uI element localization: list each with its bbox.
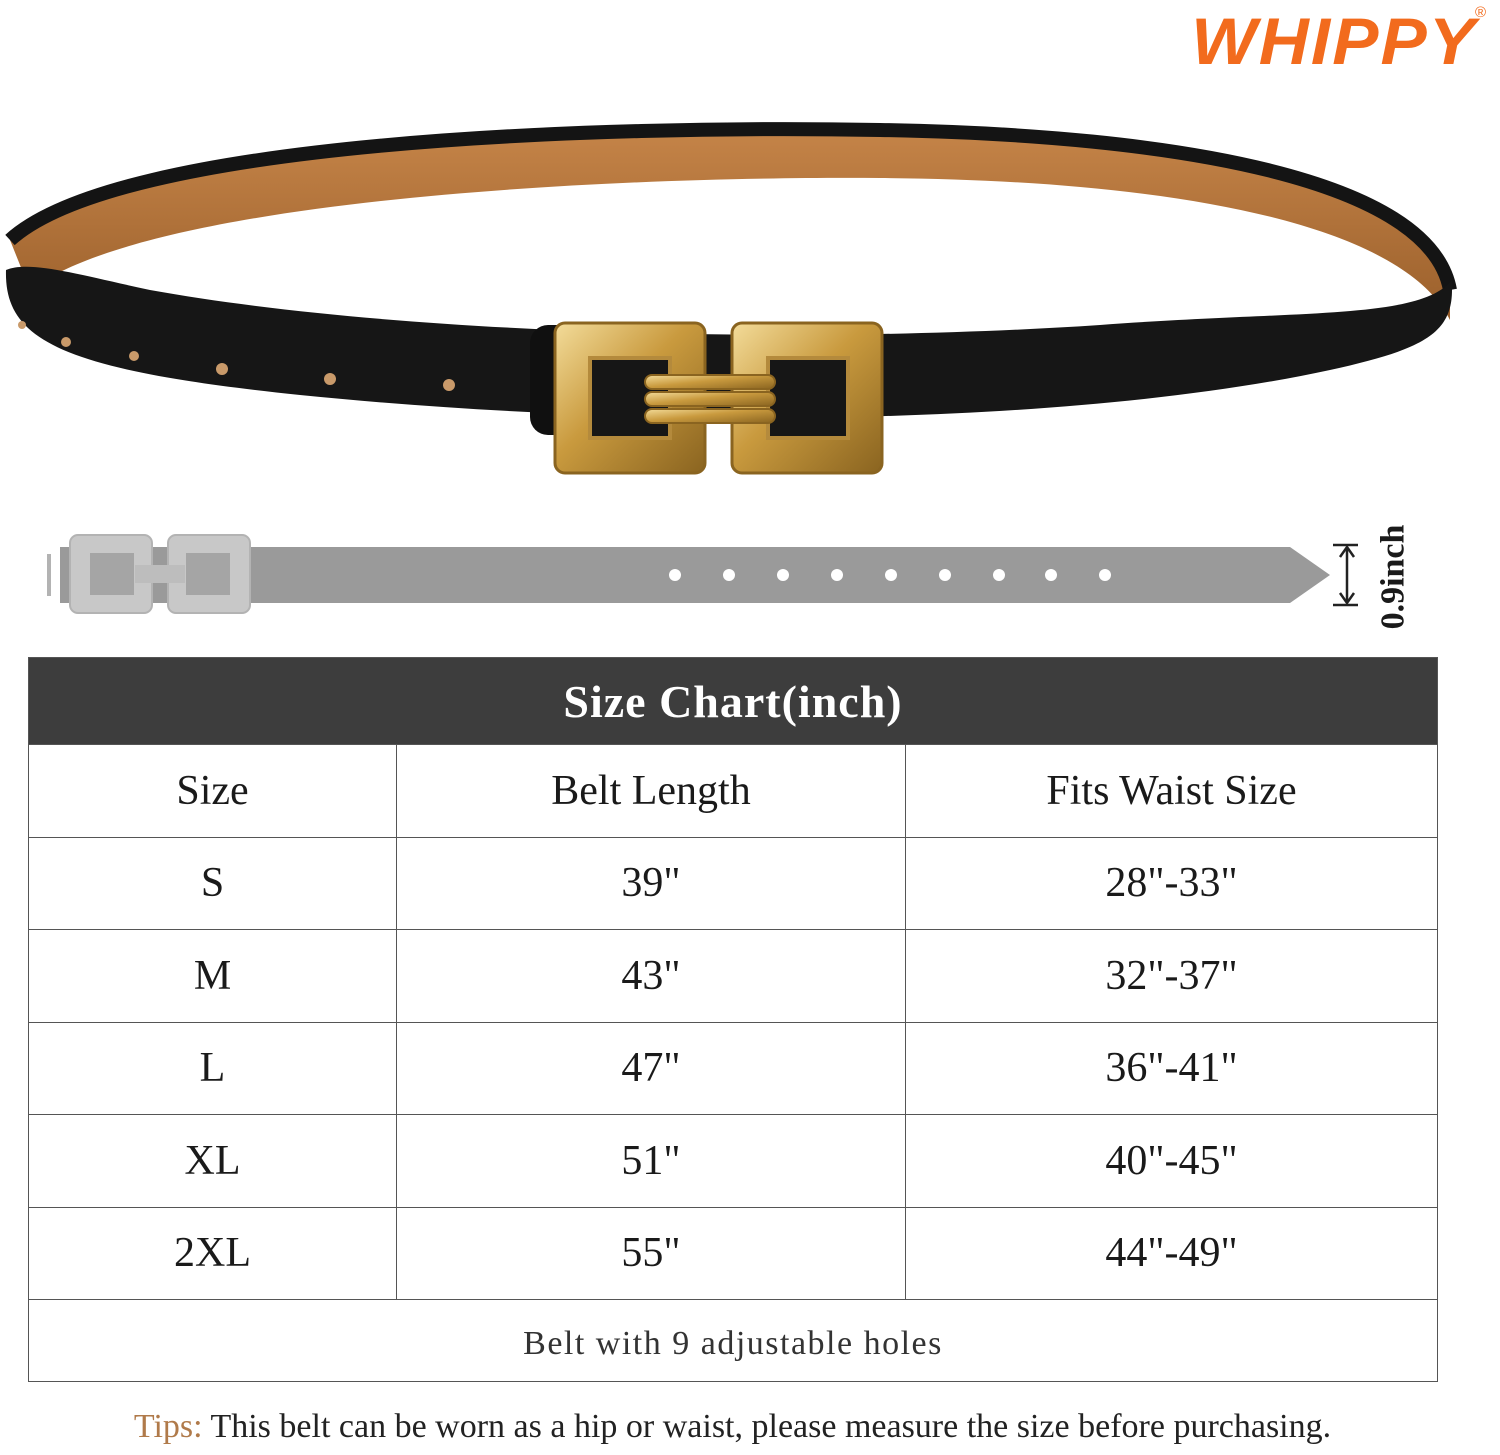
size-cell: M bbox=[29, 930, 397, 1022]
size-cell: L bbox=[29, 1023, 397, 1115]
tips-note bbox=[0, 1408, 1465, 1446]
registered-mark: ® bbox=[1474, 4, 1486, 21]
belt-width-label: 0.9inch bbox=[1374, 524, 1412, 630]
width-arrow-icon bbox=[1333, 545, 1358, 605]
waist-size-cell: 36"-41" bbox=[1105, 1045, 1238, 1092]
table-row bbox=[29, 929, 1437, 1022]
table-row bbox=[29, 1022, 1437, 1115]
waist-size-cell: 28"-33" bbox=[1105, 860, 1238, 907]
table-row bbox=[29, 837, 1437, 930]
size-cell: 2XL bbox=[29, 1208, 397, 1300]
size-cell: S bbox=[29, 838, 397, 930]
brand-logo bbox=[1190, 4, 1486, 78]
size-chart-footer: Belt with 9 adjustable holes bbox=[29, 1299, 1437, 1387]
table-row bbox=[29, 1207, 1437, 1300]
belt-width-diagram bbox=[40, 525, 1370, 625]
waist-size-cell: 32"-37" bbox=[1105, 952, 1238, 999]
belt-product-image bbox=[0, 120, 1500, 500]
gold-buckle-icon bbox=[530, 323, 882, 473]
size-chart-table bbox=[28, 657, 1438, 1382]
table-row bbox=[29, 1114, 1437, 1207]
belt-length-cell: 43" bbox=[397, 930, 906, 1022]
header-fits-waist-size: Fits Waist Size bbox=[1046, 767, 1297, 814]
waist-size-cell: 44"-49" bbox=[1105, 1230, 1238, 1277]
belt-length-cell: 47" bbox=[397, 1023, 906, 1115]
belt-length-cell: 51" bbox=[397, 1115, 906, 1207]
tips-text: This belt can be worn as a hip or waist, please measure the size before purchasing. bbox=[202, 1408, 1332, 1445]
brand-name: WHIPPY bbox=[1190, 4, 1477, 78]
size-chart-title: Size Chart(inch) bbox=[29, 658, 1437, 744]
header-size: Size bbox=[29, 745, 397, 837]
tips-label: Tips: bbox=[133, 1408, 203, 1445]
header-belt-length: Belt Length bbox=[397, 745, 906, 837]
size-cell: XL bbox=[29, 1115, 397, 1207]
size-chart-header-row bbox=[29, 744, 1437, 837]
waist-size-cell: 40"-45" bbox=[1105, 1137, 1238, 1184]
belt-length-cell: 39" bbox=[397, 838, 906, 930]
belt-length-cell: 55" bbox=[397, 1208, 906, 1300]
